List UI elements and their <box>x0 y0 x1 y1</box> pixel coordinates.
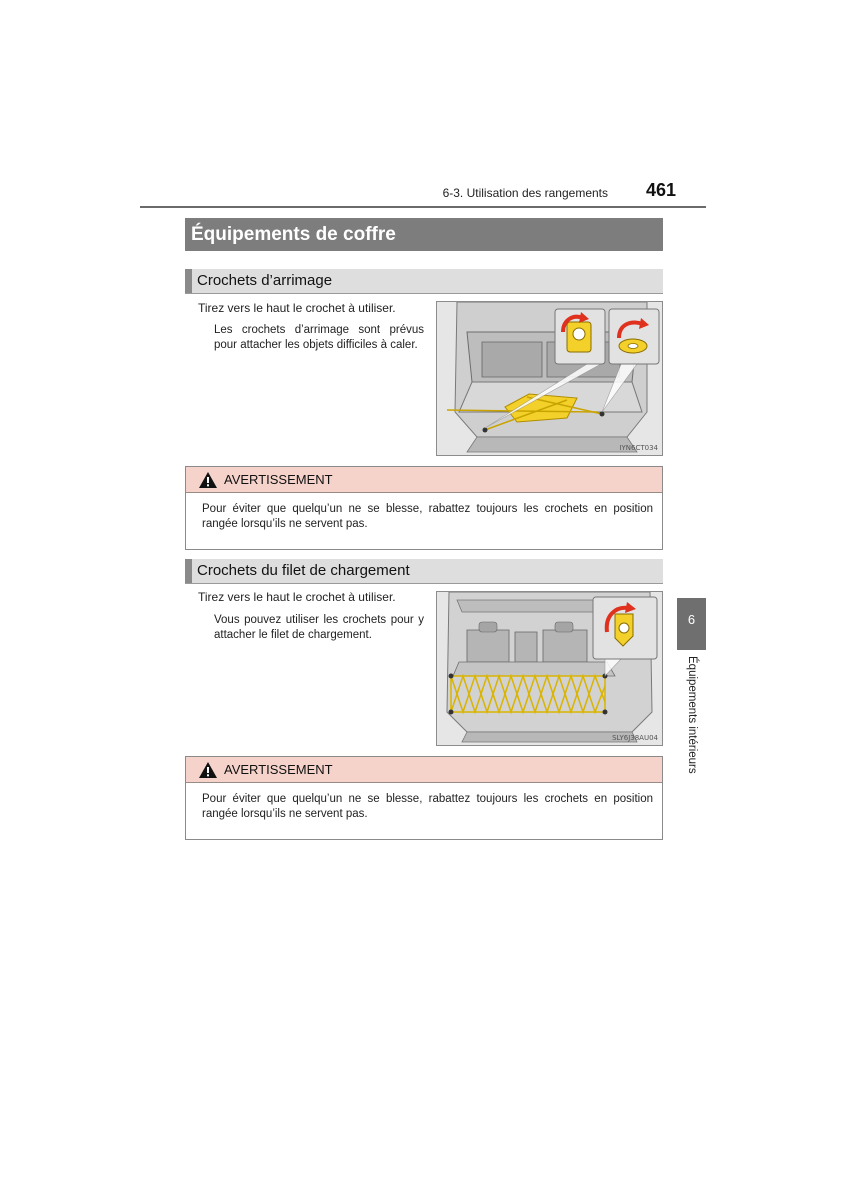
warning-header <box>186 757 662 783</box>
subsection-heading-cargo-net: Crochets du filet de chargement <box>185 559 663 583</box>
subsection-rule <box>185 293 663 294</box>
tie-down-note: Les crochets d’arrimage sont prévus pour attacher les objets difficiles à caler. <box>214 324 424 351</box>
warning-box-2 <box>185 756 663 840</box>
cargo-net-image-code: SLY6J38AU04 <box>612 734 658 742</box>
warning-text: Pour éviter que quelqu’un ne se blesse, rabattez toujours les crochets en position rangée lorsqu’ils ne servent pas. <box>202 503 653 530</box>
cargo-net-note: Vous pouvez utiliser les crochets pour y attacher le filet de chargement. <box>214 614 424 641</box>
cargo-net-instruction: Tirez vers le haut le crochet à utiliser. <box>198 590 396 604</box>
warning-header <box>186 467 662 493</box>
warning-text: Pour éviter que quelqu’un ne se blesse, rabattez toujours les crochets en position rangée lorsqu’ils ne servent pas. <box>202 793 653 820</box>
warning-box-1 <box>185 466 663 550</box>
warning-label: AVERTISSEMENT <box>224 762 333 777</box>
tie-down-instruction: Tirez vers le haut le crochet à utiliser. <box>198 301 396 315</box>
section-title: Équipements de coffre <box>185 218 663 251</box>
warning-triangle-icon <box>198 471 218 489</box>
warning-label: AVERTISSEMENT <box>224 472 333 487</box>
cargo-net-illustration <box>436 591 663 746</box>
tie-down-image-code: IYN6CT034 <box>619 444 658 452</box>
subsection-heading-tie-down: Crochets d’arrimage <box>185 269 663 293</box>
header-rule <box>140 206 706 208</box>
subsection-rule <box>185 583 663 584</box>
tie-down-illustration <box>436 301 663 456</box>
chapter-label: Équipements intérieurs <box>686 656 698 774</box>
running-title: 6-3. Utilisation des rangements <box>442 186 608 200</box>
chapter-tab: 6 <box>677 598 706 650</box>
warning-triangle-icon <box>198 761 218 779</box>
page-number: 461 <box>645 180 676 200</box>
